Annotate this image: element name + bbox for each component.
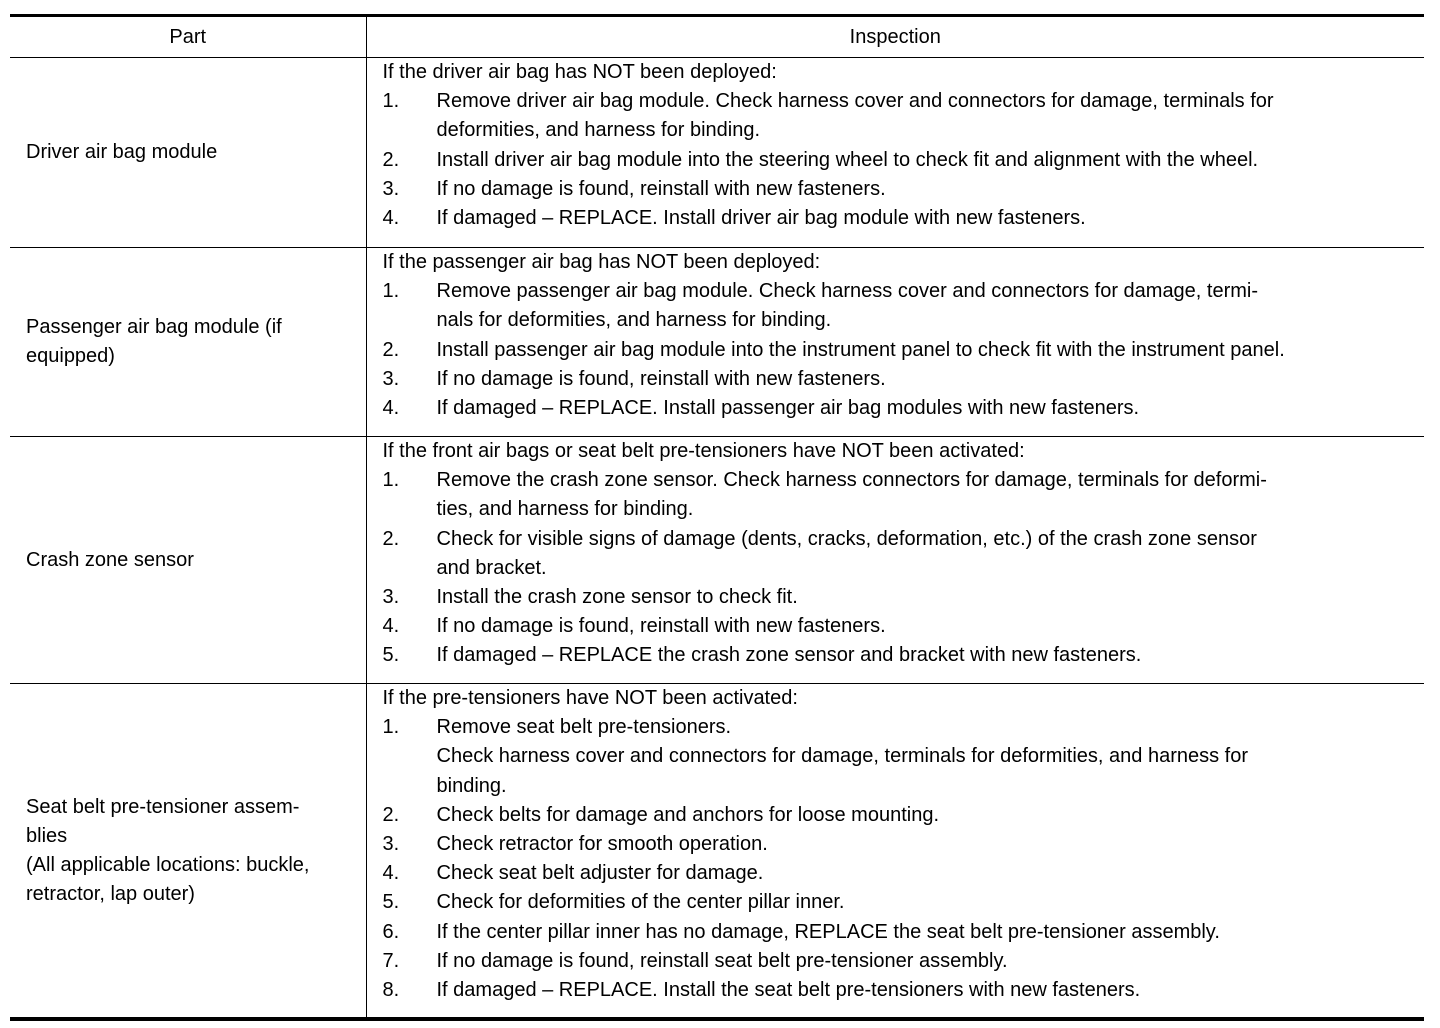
step-text: [437, 87, 1425, 145]
inspection-step: [383, 888, 1425, 917]
header-inspection: Inspection: [366, 16, 1424, 58]
step-text: [437, 146, 1425, 175]
step-text-line: Remove the crash zone sensor. Check harness connectors for damage, terminals for deformi-: [436, 469, 1267, 492]
part-cell: [10, 684, 366, 1020]
step-text: [437, 801, 1425, 830]
step-text-line: Check for visible signs of damage (dents, cracks, deformation, etc.) of the crash zone sensor: [436, 527, 1257, 550]
header-part: Part: [10, 16, 366, 58]
step-number: 4.: [382, 207, 400, 230]
step-number: 7.: [382, 949, 400, 972]
inspection-step: [383, 466, 1425, 524]
step-text-line: ties, and harness for binding.: [436, 498, 694, 521]
step-text-line: If damaged – REPLACE. Install driver air bag module with new fasteners.: [436, 207, 1086, 230]
step-text-line: Remove driver air bag module. Check harness cover and connectors for damage, terminals for: [436, 90, 1274, 113]
step-text-line: If damaged – REPLACE. Install passenger air bag modules with new fasteners.: [436, 397, 1140, 420]
step-text-line: nals for deformities, and harness for binding.: [436, 309, 832, 332]
part-name-line: retractor, lap outer): [26, 882, 195, 905]
inspection-intro: If the pre-tensioners have NOT been activated:: [382, 687, 798, 709]
inspection-step: [383, 713, 1425, 801]
step-text: [437, 859, 1425, 888]
step-text-line: If the center pillar inner has no damage, REPLACE the seat belt pre-tensioner assembly.: [436, 920, 1220, 943]
step-number: 2.: [382, 803, 400, 826]
inspection-step: [383, 801, 1425, 830]
step-text-line: If no damage is found, reinstall with new fasteners.: [436, 177, 886, 200]
step-text-line: If no damage is found, reinstall seat belt pre-tensioner assembly.: [436, 949, 1008, 972]
step-text: [437, 612, 1425, 641]
inspection-step: [383, 830, 1425, 859]
step-number: 3.: [382, 833, 400, 856]
step-text-line: If damaged – REPLACE. Install the seat belt pre-tensioners with new fasteners.: [436, 979, 1141, 1002]
step-text-line: Check harness cover and connectors for damage, terminals for deformities, and harness for: [436, 745, 1249, 768]
inspection-step: [383, 525, 1425, 583]
part-name-line: Crash zone sensor: [26, 548, 194, 571]
inspection-table: [10, 14, 1424, 1021]
table-row: [10, 58, 1424, 248]
inspection-step: [383, 583, 1425, 612]
step-number: 4.: [382, 862, 400, 885]
step-number: 1.: [382, 280, 400, 303]
step-text-line: Check for deformities of the center pillar inner.: [436, 891, 845, 914]
step-number: 5.: [382, 644, 400, 667]
inspection-step: [383, 175, 1425, 204]
part-name-line: Seat belt pre-tensioner assem-: [26, 795, 300, 818]
step-number: 2.: [382, 148, 400, 171]
step-number: 2.: [382, 338, 400, 361]
inspection-step: [383, 87, 1425, 145]
step-text: [437, 976, 1425, 1005]
inspection-cell: [366, 248, 1424, 437]
step-number: 6.: [382, 920, 400, 943]
step-text-line: Remove seat belt pre-tensioners.: [436, 716, 732, 739]
table-row: [10, 248, 1424, 437]
step-text: [437, 713, 1425, 801]
step-text: [437, 947, 1425, 976]
step-number: 4.: [382, 615, 400, 638]
inspection-cell: [366, 437, 1424, 684]
step-text: [437, 204, 1425, 233]
inspection-intro: If the passenger air bag has NOT been deployed:: [382, 251, 821, 273]
step-text-line: Check retractor for smooth operation.: [436, 833, 768, 856]
step-text: [437, 175, 1425, 204]
step-text-line: Remove passenger air bag module. Check harness cover and connectors for damage, termi-: [436, 280, 1259, 303]
inspection-step: [383, 146, 1425, 175]
step-text-line: Check belts for damage and anchors for loose mounting.: [436, 803, 940, 826]
inspection-cell: [366, 58, 1424, 248]
part-cell: [10, 248, 366, 437]
step-text: [437, 918, 1425, 947]
step-number: 1.: [382, 716, 400, 739]
part-name-line: (All applicable locations: buckle,: [26, 853, 310, 876]
part-name-line: blies: [26, 824, 68, 847]
part-name-line: Passenger air bag module (if: [26, 316, 282, 338]
table-row: [10, 684, 1424, 1020]
step-text: [437, 365, 1425, 394]
inspection-step: [383, 394, 1425, 423]
step-text-line: If damaged – REPLACE the crash zone sensor and bracket with new fasteners.: [436, 644, 1142, 667]
step-number: 5.: [382, 891, 400, 914]
inspection-intro: If the front air bags or seat belt pre-tensioners have NOT been activated:: [382, 440, 1025, 462]
step-text: [437, 525, 1425, 583]
part-cell: [10, 437, 366, 684]
inspection-step: [383, 365, 1425, 394]
inspection-cell: [366, 684, 1424, 1020]
table-row: [10, 437, 1424, 684]
step-text: [437, 641, 1425, 670]
step-text-line: If no damage is found, reinstall with new fasteners.: [436, 367, 886, 390]
inspection-step: [383, 277, 1425, 335]
header-row: [10, 16, 1424, 58]
step-text-line: Install passenger air bag module into the instrument panel to check fit with the instrument panel.: [436, 338, 1285, 361]
inspection-step: [383, 947, 1425, 976]
table-body: [10, 58, 1424, 1020]
inspection-step: [383, 918, 1425, 947]
inspection-step: [383, 336, 1425, 365]
step-text: [437, 888, 1425, 917]
step-number: 2.: [382, 527, 400, 550]
step-text-line: binding.: [436, 774, 507, 797]
inspection-step: [383, 612, 1425, 641]
step-text-line: Install driver air bag module into the steering wheel to check fit and alignment with the wheel.: [436, 148, 1259, 171]
step-number: 1.: [382, 90, 400, 113]
step-number: 8.: [382, 979, 400, 1002]
step-text: [437, 583, 1425, 612]
step-number: 3.: [382, 177, 400, 200]
step-number: 3.: [382, 367, 400, 390]
step-text: [437, 336, 1425, 365]
inspection-step: [383, 859, 1425, 888]
step-text-line: If no damage is found, reinstall with new fasteners.: [436, 615, 886, 638]
step-text: [437, 466, 1425, 524]
part-name-line: equipped): [26, 345, 115, 367]
inspection-step: [383, 976, 1425, 1005]
step-text: [437, 394, 1425, 423]
inspection-step: [383, 641, 1425, 670]
step-text-line: deformities, and harness for binding.: [436, 119, 761, 142]
inspection-intro: If the driver air bag has NOT been deployed:: [382, 61, 777, 83]
step-text: [437, 277, 1425, 335]
step-text-line: Check seat belt adjuster for damage.: [436, 862, 764, 885]
inspection-step: [383, 204, 1425, 233]
step-text-line: and bracket.: [436, 556, 547, 579]
part-cell: [10, 58, 366, 248]
step-text-line: Install the crash zone sensor to check fit.: [436, 586, 798, 609]
step-number: 3.: [382, 586, 400, 609]
step-text: [437, 830, 1425, 859]
part-name-line: Driver air bag module: [26, 141, 218, 163]
step-number: 4.: [382, 397, 400, 420]
step-number: 1.: [382, 469, 400, 492]
